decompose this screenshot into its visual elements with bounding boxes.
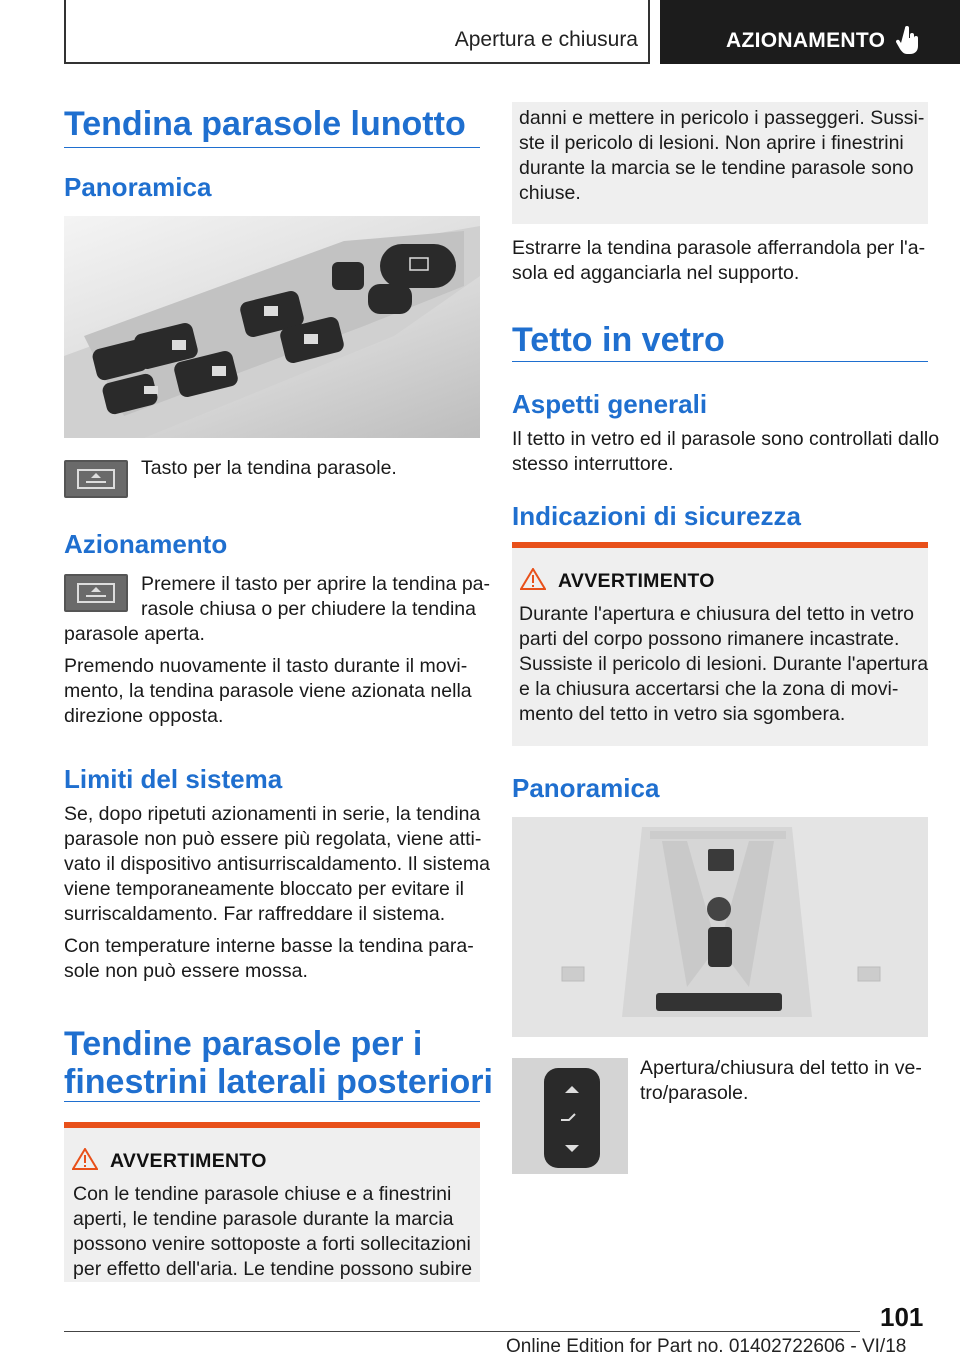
page-number: 101: [880, 1302, 924, 1332]
roof-console-illustration: [512, 817, 928, 1037]
warning-triangle-icon: [520, 568, 546, 590]
roof-switch-illustration: [512, 1058, 628, 1174]
limiti-line: viene temporaneamente bloccato per evitare il: [64, 878, 464, 900]
sunblind-button-icon-2: [64, 574, 128, 612]
sunblind-button-icon: [64, 460, 128, 498]
header-underline: [64, 62, 650, 64]
title-rule: [64, 147, 480, 148]
aspetti-line: Il tetto in vetro ed il parasole sono controllati dallo: [512, 428, 940, 450]
heading-indicazioni: Indicazioni di sicurezza: [512, 501, 801, 531]
heading-azionamento: Azionamento: [64, 529, 228, 559]
door-switch-illustration: [64, 216, 480, 438]
roof-switch-caption-line2: tro/parasole.: [640, 1082, 749, 1104]
header-section-title: Apertura e chiusura: [454, 28, 638, 51]
warning-line-right: Sussiste il pericolo di lesioni. Durante l'apertura: [519, 653, 929, 675]
warning-line-left: Con le tendine parasole chiuse e a finestrini: [73, 1183, 452, 1205]
limiti2-line: sole non può essere mossa.: [64, 960, 308, 982]
title-tetto-vetro: Tetto in vetro: [512, 321, 725, 359]
sunblind-button-caption: Tasto per la tendina parasole.: [141, 457, 397, 479]
warning-line-right: mento del tetto in vetro sia sgombera.: [519, 703, 846, 725]
azionamento-text-line1: Premere il tasto per aprire la tendina pa-: [141, 573, 491, 595]
roof-switch-caption-line1: Apertura/chiusura del tetto in ve-: [640, 1057, 922, 1079]
warning-cont-line: danni e mettere in pericolo i passeggeri. Sussi-: [519, 107, 925, 129]
warning-cont-line: chiuse.: [519, 182, 581, 204]
header-tab-label[interactable]: AZIONAMENTO: [726, 29, 886, 52]
aspetti-line: stesso interruttore.: [512, 453, 674, 475]
warning-title-left: AVVERTIMENTO: [110, 1150, 267, 1172]
heading-panoramica: Panoramica: [64, 172, 212, 202]
title-rule: [64, 1101, 480, 1102]
warning-cont-line: ste il pericolo di lesioni. Non aprire i finestrini: [519, 132, 904, 154]
heading-limiti: Limiti del sistema: [64, 764, 283, 794]
heading-panoramica-tetto: Panoramica: [512, 773, 660, 803]
limiti-line: Se, dopo ripetuti azionamenti in serie, la tendina: [64, 803, 481, 825]
warning-line-right: Durante l'apertura e chiusura del tetto in vetro: [519, 603, 915, 625]
title-tendina-lunotto: Tendina parasole lunotto: [64, 105, 466, 143]
warning-line-left: aperti, le tendine parasole durante la marcia: [73, 1208, 454, 1230]
limiti2-line: Con temperature interne basse la tendina para-: [64, 935, 474, 957]
warning-line-left: possono venire sottoposte a forti sollecitazioni: [73, 1233, 471, 1255]
warning-cont-line: durante la marcia se le tendine parasole sono: [519, 157, 914, 179]
heading-aspetti: Aspetti generali: [512, 389, 708, 419]
footer-edition: Online Edition for Part no. 01402722606 - VI/18: [506, 1336, 907, 1357]
roof-console-photo: [512, 817, 928, 1037]
azionamento-text2-line3: direzione opposta.: [64, 705, 224, 727]
limiti-line: parasole non può essere più regolata, viene atti-: [64, 828, 482, 850]
estrarre-line: Estrarre la tendina parasole afferrandola per l'a-: [512, 237, 926, 259]
limiti-line: vato il dispositivo antisurriscaldamento. Il sistema: [64, 853, 490, 875]
title-rule: [512, 361, 928, 362]
footer-rule: [64, 1331, 860, 1332]
azionamento-text2-line1: Premendo nuovamente il tasto durante il movi-: [64, 655, 468, 677]
header-divider-right: [648, 0, 650, 64]
azionamento-text-line3: parasole aperta.: [64, 623, 205, 645]
warning-triangle-icon: [72, 1148, 98, 1170]
title-tendine-laterali-1: Tendine parasole per i: [64, 1025, 423, 1063]
warning-line-right: e la chiusura accertarsi che la zona di movi-: [519, 678, 899, 700]
azionamento-text-line2: rasole chiusa o per chiudere la tendina: [141, 598, 476, 620]
azionamento-text2-line2: mento, la tendina parasole viene azionata nella: [64, 680, 472, 702]
warning-bar: [512, 542, 928, 548]
title-tendine-laterali-2: finestrini laterali posteriori: [64, 1063, 493, 1101]
header-divider-left: [64, 0, 66, 64]
roof-switch-photo: [512, 1058, 628, 1174]
estrarre-line: sola ed agganciarla nel supporto.: [512, 262, 800, 284]
limiti-line: surriscaldamento. Far raffreddare il sistema.: [64, 903, 446, 925]
warning-line-right: parti del corpo possono rimanere incastrate.: [519, 628, 900, 650]
warning-line-left: per effetto dell'aria. Le tendine possono subire: [73, 1258, 473, 1280]
warning-bar: [64, 1122, 480, 1128]
warning-title-right: AVVERTIMENTO: [558, 570, 715, 592]
door-switch-photo: [64, 216, 480, 438]
hand-pointer-icon: [896, 26, 922, 54]
